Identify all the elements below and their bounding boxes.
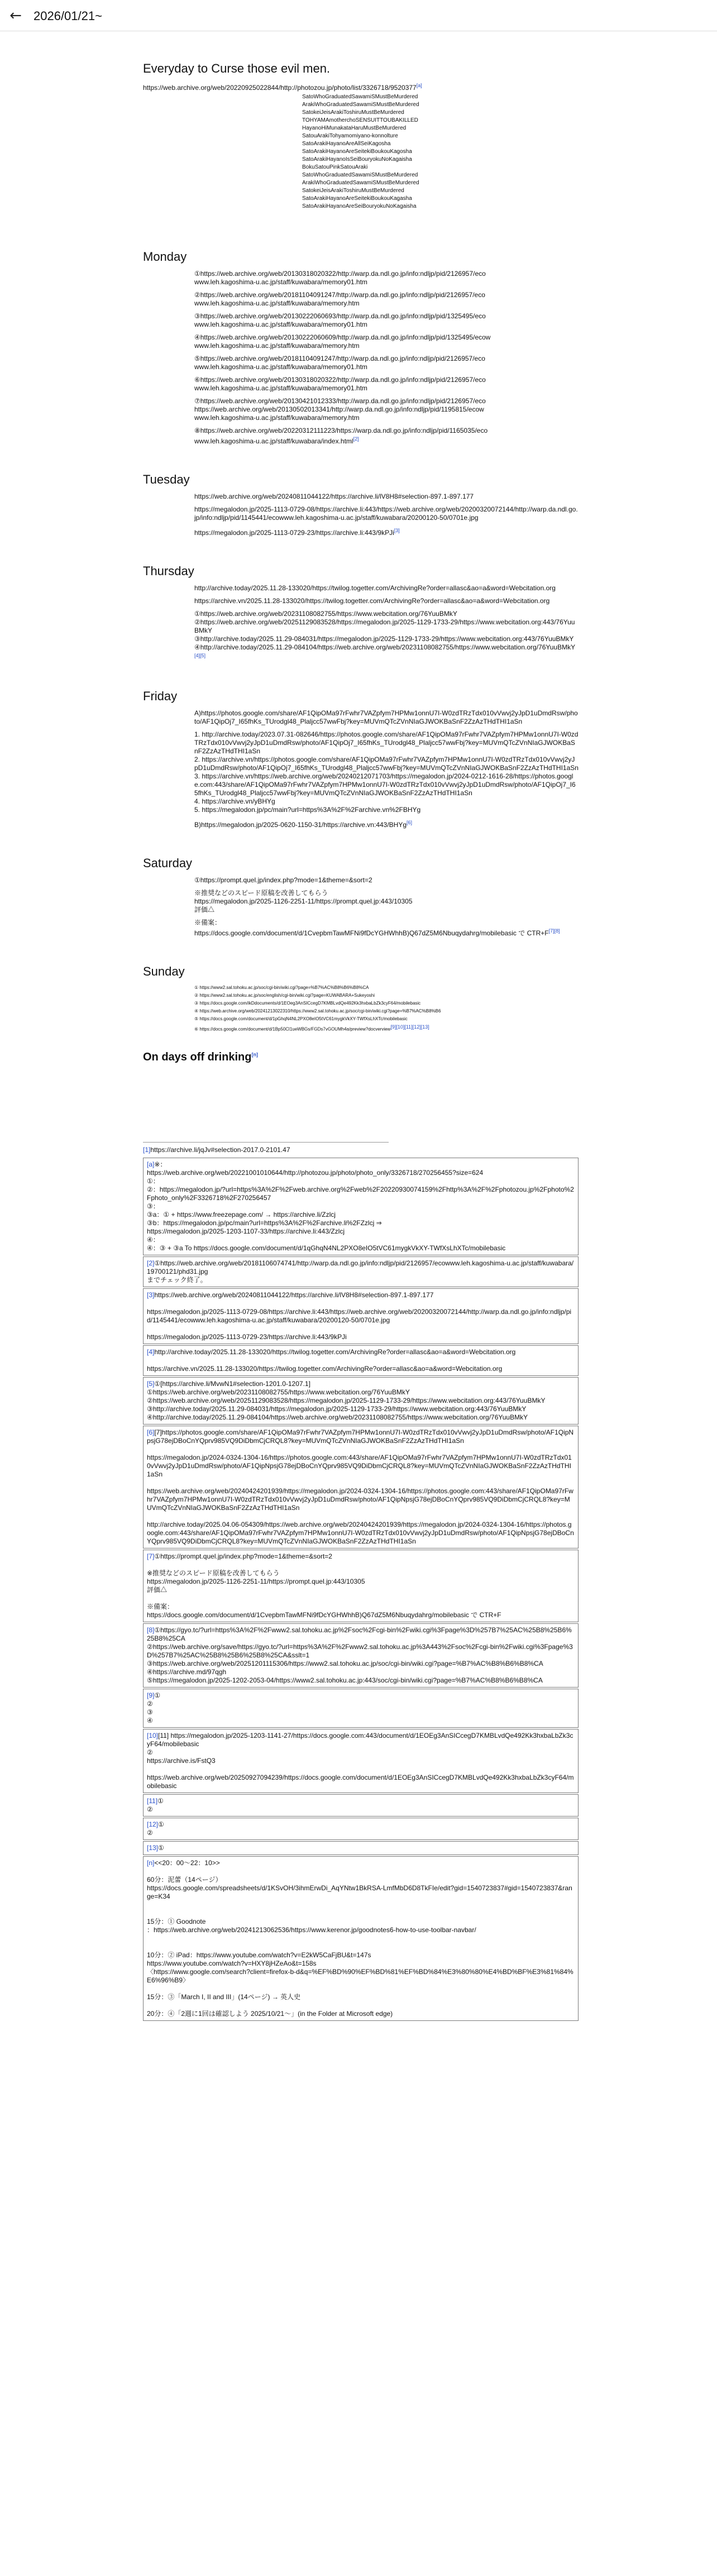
friday-item[interactable]: A)https://photos.google.com/share/AF1QipOMa97rFwhr7VAZpfym7HPMw1onnU7I-W0zdTRzTdx010vVwvj2yJpD1uDmdRsw/photo/AF1QipOj7_I65fhKs_TUrodgl48_Plaljcc57wwFbj?key=MUVmQTcZVnNIaGJWOKBaSnF2ZzAzTHdTHI1aSn: [194, 709, 578, 725]
footnote-text: https://web.archive.org/web/20240811044122/https://archive.li/lV8H8#selection-897.1-897.177 https://megalodon.jp/2025-1113-0729-08/https://archive.li:443/https://web.archive.org/web/20200320072144/http://warp.da.ndl.go.jp/info:ndljp/pid/1145441/ecowww.leh.kagoshima-u.ac.jp/staff/kuwabara/20200120-50/0701e.jpg https://megalodon.jp/2025-1113-0729-23/https://archive.li:443/9kPJi: [147, 1291, 572, 1341]
friday-item[interactable]: B)https://megalodon.jp/2025-0620-1150-31/https://archive.vn:443/BHYg[6]: [194, 820, 413, 829]
footnote-label[interactable]: [4]: [147, 1347, 155, 1356]
footnote-box: [143, 1158, 579, 1255]
curse-name-list: [143, 93, 579, 211]
footnote-label[interactable]: [12]: [147, 1820, 159, 1828]
section-title-monday: Monday: [143, 250, 187, 264]
curse-name-item: SatoArakiHayanoAreAllSeiKagosha: [302, 141, 391, 147]
footnote-text: ※： https://web.archive.org/web/20221001010644/http://photozou.jp/photo/photo_only/3326718/270256455?size=624 ①： ②：https://megalodon.jp/?url=https%3A%2F%2Fweb.archive.org%2Fweb%2F20220930074159%2Fhttp%3A%2F%2Fphotozou.jp%2Fphoto%2Fphoto_only%2F3326718%2F270256457 ③： ③a：① + https://www.freezepage.com/ → https://archive.li/Zzlcj ③b：https://megalodon.jp/pc/main?url=https%3A%2F%2Farchive.li%2FZzlcj ⇒ https://megalodon.jp/2025-1203-1107-33/https://archive.li:443/Zzlcj ④： ④：③ + ③a To https://docs.google.com/document/d/1qGhqN4NL2PXO8eIO5tVC61mygkVkXY-TWfXsLhXTc/mobilebasic: [147, 1160, 574, 1252]
section-title-curse: Everyday to Curse those evil men.: [143, 61, 331, 75]
footnote-text: https://archive.li/jqJv#selection-2017.0-2101.47: [150, 1145, 290, 1154]
footnote-box: [143, 1794, 579, 1817]
footnote-box: [143, 1288, 579, 1344]
footnote-text: ①: [158, 1843, 164, 1852]
monday-footnote-ref[interactable]: [2]: [353, 436, 359, 442]
sunday-item[interactable]: ④ https://web.archive.org/web/20241213022310/https://www2.sal.tohoku.ac.jp/soc/cgi-bin/wiki.cgi?page=%B7%AC%B8%B6: [194, 1009, 441, 1014]
monday-item[interactable]: ③https://web.archive.org/web/20130222060693/http://warp.da.ndl.go.jp/info:ndljp/pid/1325495/eco www.leh.kagoshima-u.ac.jp/staff/kuwabara/memory01.htm: [194, 312, 486, 328]
sunday-item[interactable]: ③ https://docs.google.com/ikDdocuments/d/1EOeg3AnSICcegD7KMBLvdQe492Kk3hxbaLbZk3cyF64/mobilebasic: [194, 1001, 421, 1006]
footnote-label[interactable]: [7]: [147, 1552, 155, 1560]
arrow-left-icon: ←: [9, 7, 22, 24]
footnote-text: [7]https://photos.google.com/share/AF1QipOMa97rFwhr7VAZpfym7HPMw1onnU7I-W0zdTRzTdx010vVwvj2yJpD1uDmdRsw/photo/AF1QipNpsjG78ejDBoCnYQprv985VQ9DiDbmCjCRQL8?key=MUVmQTcZVnNIaGJWOKBaSnF2ZzAzTHdTHI1aSn https://megalodon.jp/2024-0324-1304-16/https://photos.google.com:443/share/AF1QipOMa97rFwhr7VAZpfym7HPMw1onnU7I-W0zdTRzTdx010vVwvj2yJpD1uDmdRsw/photo/AF1QipNpsjG78ejDBoCnYQprv985VQ9DiDbmCjCRQL8?key=MUVmQTcZVnNIaGJWOKBaSnF2ZzAzTHdTHI1aSn https://web.archive.org/web/20240424201939/https://megalodon.jp/2024-0324-1304-16/https://photos.google.com:443/share/AF1QipOMa97rFwhr7VAZpfym7HPMw1onnU7I-W0zdTRzTdx010vVwvj2yJpD1uDmdRsw/photo/AF1QipNpsjG78ejDBoCnYQprv985VQ9DiDbmCjCRQL8?key=MUVmQTcZVnNIaGJWOKBaSnF2ZzAzTHdTHI1aSn http://archive.today/2025.04.06-054309/https://web.archive.org/web/20240424201939/https://megalodon.jp/2024-0324-1304-16/https://photos.google.com:443/share/AF1QipOMa97rFwhr7VAZpfym7HPMw1onnU7I-W0zdTRzTdx010vVwvj2yJpD1uDmdRsw/photo/AF1QipNpsjG78ejDBoCnYQprv985VQ9DiDbmCjCRQL8?key=MUVmQTcZVnNIaGJWOKBaSnF2ZzAzTHdTHI1aSn: [147, 1428, 574, 1545]
footnote-text: ①https://web.archive.org/web/20181106074741/http://warp.da.ndl.go.jp/info:ndljp/pid/2126957/ecowww.leh.kagoshima-u.ac.jp/staff/kuwabara/19700121/phd31.jpg までチェック終了。: [147, 1259, 574, 1284]
section-title-friday: Friday: [143, 689, 178, 703]
saturday-item[interactable]: ※備案： https://docs.google.com/document/d/1CvepbmTawMFNi9fDcYGHWhhB)Q67dZ5M6Nbuqydahrg/mobilebasic で CTR+F[7][8]: [194, 919, 560, 937]
footnote-label[interactable]: [10]: [147, 1731, 159, 1739]
section-title-saturday: Saturday: [143, 856, 193, 870]
footnote-label[interactable]: [1]: [143, 1145, 151, 1154]
section-title-thursday: Thursday: [143, 564, 194, 578]
monday-item[interactable]: ⑧https://web.archive.org/web/20220312111223/https://warp.da.ndl.go.jp/info:ndljp/pid/1165035/eco www.leh.kagoshima-u.ac.jp/staff/kuwabara/index.html[2]: [194, 427, 488, 445]
footnote-text: http://archive.today/2025.11.28-133020/https://twilog.togetter.com/ArchivingRe?order=allasc&ao=a&word=Webcitation.org https://archive.vn/2025.11.28-133020/https://twilog.togetter.com/ArchivingRe?order=allasc&ao=a&word=Webcitation.org: [147, 1347, 516, 1373]
footnote-text: ①https://gyo.tc/?url=https%3A%2F%2Fwww2.sal.tohoku.ac.jp%2Fsoc%2Fcgi-bin%2Fwiki.cgi%3Fpage%3D%257B7%25AC%25B8%25B6%25B8%25CA ②https://web.archive.org/save/https://gyo.tc/?url=https%3A%2F%2Fwww2.sal.tohoku.ac.jp%3A443%2Fsoc%2Fcgi-bin%2Fwiki.cgi%3Fpage%3D%257B7%25AC%25B8%25B6%25B8%25CA&sslt=1 ③https://web.archive.org/web/20251201115306/https://www2.sal.tohoku.ac.jp/soc/cgi-bin/wiki.cgi?page=%B7%AC%B8%B6%B8%CA ④https://archive.md/97qgh ⑤https://megalodon.jp/2025-1202-2053-04/https://www2.sal.tohoku.ac.jp:443/soc/cgi-bin/wiki.cgi?page=%B7%AC%B8%B6%B8%CA: [147, 1626, 573, 1684]
footnote-box: [143, 1146, 579, 1156]
monday-item[interactable]: ⑦https://web.archive.org/web/20130421012333/http://warp.da.ndl.go.jp/info:ndljp/pid/2126957/eco https://web.archive.org/web/20130502013341/http://warp.da.ndl.go.jp/info:ndljp/pid/1195815/ecow www.leh.kagoshima-u.ac.jp/staff/kuwabara/memory.htm: [194, 397, 486, 422]
footnote-box: [143, 1623, 579, 1688]
footnote-text: ① ②: [147, 1820, 164, 1837]
thursday-item[interactable]: http://archive.today/2025.11.28-133020/https://twilog.togetter.com/ArchivingRe?order=allasc&ao=a&word=Webcitation.org: [194, 584, 556, 592]
thursday-item[interactable]: https://archive.vn/2025.11.28-133020/https://twilog.togetter.com/ArchivingRe?order=allasc&ao=a&word=Webcitation.org: [194, 597, 550, 605]
footnote-label[interactable]: [11]: [147, 1796, 158, 1805]
tuesday-list: [143, 493, 579, 537]
footnote-label[interactable]: [9]: [147, 1691, 155, 1699]
footnote-text: ① ② ③ ④: [147, 1691, 161, 1724]
footnote-box: [143, 1689, 579, 1728]
curse-name-item: SatokeiJeisArakiToshiruMustBeMurdered: [302, 109, 404, 116]
footnote-box: [143, 1426, 579, 1549]
section-title-drinking: On days off drinking[n]: [143, 1050, 258, 1063]
curse-name-item: SatouArakiTohyamomiyano-konnolture: [302, 133, 398, 139]
monday-item[interactable]: ④https://web.archive.org/web/20130222060609/http://warp.da.ndl.go.jp/info:ndljp/pid/1325495/ecow www.leh.kagoshima-u.ac.jp/staff/kuwabara/memory.htm: [194, 333, 491, 350]
curse-name-item: ArakiWhoGraduatedSawamiSMustBeMurdered: [302, 102, 419, 108]
document-body: [143, 61, 579, 2022]
curse-name-item: SatoWhoGraduatedSawamiSMustBeMurdered: [302, 172, 418, 178]
sunday-item[interactable]: ① https://www2.sal.tohoku.ac.jp/soc/cgi-bin/wiki.cgi?page=%B7%AC%B8%B6%B8%CA: [194, 985, 369, 990]
section-title-sunday: Sunday: [143, 964, 185, 978]
monday-item[interactable]: ①https://web.archive.org/web/20130318020322/http://warp.da.ndl.go.jp/info:ndljp/pid/2126957/eco www.leh.kagoshima-u.ac.jp/staff/kuwabara/memory01.htm: [194, 270, 486, 286]
footnote-divider: [143, 1142, 389, 1143]
tuesday-footnote-ref[interactable]: [3]: [394, 528, 400, 533]
tuesday-item[interactable]: https://web.archive.org/web/20240811044122/https://archive.li/lV8H8#selection-897.1-897.177: [194, 493, 474, 500]
curse-name-item: SatoArakiHayanoIsSeiBouryokuNoKagaisha: [302, 156, 412, 163]
friday-list: [143, 709, 579, 829]
footnote-box: [143, 1841, 579, 1855]
footnote-label[interactable]: [n]: [147, 1858, 155, 1867]
footnote-list: [143, 1146, 579, 2021]
footnote-box: [143, 1856, 579, 2021]
sunday-item[interactable]: ⑤ https://docs.google.com/document/d/1pGhqN4NL2PXO8eIO5tVC61mygkVkXY-TWfXsLhXTc/mobilebasic: [194, 1016, 408, 1021]
curse-name-item: ArakiWhoGraduatedSawamiSMustBeMurdered: [302, 180, 419, 186]
footnote-label[interactable]: [13]: [147, 1843, 159, 1852]
footnote-box: [143, 1550, 579, 1622]
saturday-item[interactable]: ※推奨などのスピード原稿を改善してもらう https://megalodon.jp/2025-1126-2251-11/https://prompt.quel.jp:443/10305 評価△: [194, 889, 413, 914]
monday-item[interactable]: ⑤https://web.archive.org/web/20181104091247/http://warp.da.ndl.go.jp/info:ndljp/pid/2126957/eco www.leh.kagoshima-u.ac.jp/staff/kuwabara/memory01.htm: [194, 355, 485, 371]
footnote-box: [143, 1818, 579, 1840]
section-title-tuesday: Tuesday: [143, 472, 190, 486]
footnote-label[interactable]: [5]: [147, 1379, 155, 1388]
curse-name-item: TOHYAMAmotherchoSENSUITTOUBAKILLED: [302, 117, 418, 123]
footnote-text: ①https://prompt.quel.jp/index.php?mode=1&theme=&sort=2 ※推奨などのスピード原稿を改善してもらう https://megalodon.jp/2025-1126-2251-11/https://prompt.quel.jp:443/10305 評価△ ※備案： https://docs.google.com/document/d/1CvepbmTawMFNi9fDcYGHWhhB)Q67dZ5M6Nbuqydahrg/mobilebasic で CTR+F: [147, 1552, 501, 1619]
thursday-item[interactable]: ①https://web.archive.org/web/20231108082755/https://www.webcitation.org/76YuuBMkY ②https://web.archive.org/web/20251129083528/https://megalodon.jp/2025-1129-1733-29/https://www.webcitation.org:443/76YuuBMkY ③http://archive.today/2025.11.29-084031/https://megalodon.jp/2025-1129-1733-29/https://www.webcitation.org:443/76YuuBMkY ④http://archive.today/2025.11.29-084104/https://web.archive.org/web/20231108082755/https://www.webcitation.org/76YuuBMkY[4][5]: [194, 610, 576, 658]
footnote-label[interactable]: [8]: [147, 1626, 155, 1634]
back-button[interactable]: [8, 8, 23, 23]
footnote-label[interactable]: [3]: [147, 1291, 155, 1299]
footnote-text: ①[https://archive.li/MvwN1#selection-1201.0-1207.1] ①https://web.archive.org/web/20231108082755/https://www.webcitation.org/76YuuBMkY ②https://web.archive.org/web/20251129083528/https://megalodon.jp/2025-1129-1733-29/https://www.webcitation.org:443/76YuuBMkY ③http://archive.today/2025.11.29-084031/https://megalodon.jp/2025-1129-1733-29/https://www.webcitation.org:443/76YuuBMkY ④http://archive.today/2025.11.29-084104/https://web.archive.org/web/20231108082755/https://www.webcitation.org/76YuuBMkY: [147, 1379, 546, 1421]
footnote-box: [143, 1729, 579, 1793]
saturday-item[interactable]: ①https://prompt.quel.jp/index.php?mode=1&theme=&sort=2: [194, 876, 372, 884]
tuesday-item[interactable]: https://megalodon.jp/2025-1113-0729-23/https://archive.li:443/9kPJi[3]: [194, 528, 400, 537]
sunday-footnote-ref[interactable]: [9][10][11][12][13]: [390, 1024, 429, 1030]
friday-item[interactable]: 1. http://archive.today/2023.07.31-082646/https://photos.google.com/share/AF1QipOMa97rFwhr7VAZpfym7HPMw1onnU7I-W0zdTRzTdx010vVwvj2yJpD1uDmdRsw/photo/AF1QipOj7_I65fhKs_TUrodgl48_Plaljcc57wwFbj?key=MUVmQTcZVnNIaGJWOKBaSnF2ZzAzTHdTHI1aSn 2. https://archive.vn/https://photos.google.com/share/AF1QipOMa97rFwhr7VAZpfym7HPMw1onnU7I-W0zdTRzTdx010vVwvj2yJpD1uDmdRsw/photo/AF1QipOj7_I65fhKs_TUrodgl48_Plaljcc57wwFbj?key=MUVmQTcZVnNIaGJWOKBaSnF2ZzAzTHdTHI1aSn 3. https://archive.vn/https://web.archive.org/web/20240212071703/https://megalodon.jp/2024-0212-1616-28/https://photos.google.com:443/share/AF1QipOMa97rFwhr7VAZpfym7HPMw1onnU7I-W0zdTRzTdx010vVwvj2yJpD1uDmdRsw/photo/AF1QipOj7_I65fhKs_TUrodgl48_Plaljcc57wwFbj?key=MUVmQTcZVnNIaGJWOKBaSnF2ZzAzTHdTHI1aSn 4. https://archive.vn/yBHYg 5. https://megalodon.jp/pc/main?url=https%3A%2F%2Farchive.vn%2FBHYg: [194, 730, 579, 814]
curse-name-item: HayanoHiMunakataHaruMustBeMurdered: [302, 125, 407, 131]
footnote-text: ① ②: [147, 1796, 164, 1813]
saturday-list: [143, 876, 579, 938]
footnote-text: [11] https://megalodon.jp/2025-1203-1141-27/https://docs.google.com:443/document/d/1EOEg3AnSICcegD7KMBLvdQe492Kk3hxbaLbZk3cyF64/mobilebasic ② https://archive.is/FstQ3 https://web.archive.org/web/20250927094239/https://docs.google.com/document/d/1EOEg3AnSICcegD7KMBLvdQe492Kk3hxbaLbZk3cyF64/mobilebasic: [147, 1731, 574, 1790]
friday-footnote-ref[interactable]: [6]: [407, 820, 413, 825]
curse-name-item: SatokeiJeisArakiToshiruMustBeMurdered: [302, 188, 404, 194]
footnote-box: [143, 1345, 579, 1376]
thursday-footnote-ref[interactable]: [4][5]: [194, 653, 206, 658]
monday-item[interactable]: ②https://web.archive.org/web/20181104091247/http://warp.da.ndl.go.jp/info:ndljp/pid/2126957/eco www.leh.kagoshima-u.ac.jp/staff/kuwabara/memory.htm: [194, 291, 485, 307]
curse-name-item: SatoWhoGraduatedSawamiSMustBeMurdered: [302, 94, 418, 100]
monday-item[interactable]: ⑥https://web.archive.org/web/20130318020322/http://warp.da.ndl.go.jp/info:ndljp/pid/2126957/eco www.leh.kagoshima-u.ac.jp/staff/kuwabara/memory01.htm: [194, 376, 486, 392]
sunday-item[interactable]: ② https://www2.sal.tohoku.ac.jp/soc/english/cgi-bin/wiki.cgi?page=KUWABARA+Sukeyoshi: [194, 993, 375, 998]
footnote-label[interactable]: [2]: [147, 1259, 155, 1267]
curse-name-item: BokuSatouPinkSatouAraki: [302, 164, 368, 170]
top-bar: [0, 0, 717, 31]
page-title: 2026/01/21~: [34, 9, 102, 23]
tuesday-item[interactable]: https://megalodon.jp/2025-1113-0729-08/https://archive.li:443/https://web.archive.org/web/20200320072144/http://warp.da.ndl.go.jp/info:ndljp/pid/1145441/ecowww.leh.kagoshima-u.ac.jp/staff/kuwabara/20200120-50/0701e.jpg: [194, 505, 578, 522]
curse-name-item: SatoArakiHayanoAreSeiBouryokuNoKagaisha: [302, 203, 417, 209]
saturday-footnote-ref[interactable]: [7][8]: [548, 928, 560, 934]
monday-list: [143, 270, 579, 446]
curse-name-item: SatoArakiHayanoAreSeitekiBoukouKagosha: [302, 149, 412, 155]
footnote-label[interactable]: [6]: [147, 1428, 155, 1436]
curse-url[interactable]: https://web.archive.org/web/20220925022844/http://photozou.jp/photo/list/3326718/9520377[a]: [143, 83, 422, 92]
footnote-text: <<20：00～22：10>> 60分：泥蕾（14ページ） https://docs.google.com/spreadsheets/d/1KSvOH/3ihmErwDi_AqYNtw1BkRSA-LmfMbD6D8TkFIe/edit?gid=1540723837#gid=1540723837&range=K34 15分：① Goodnote ：https://web.archive.org/web/20241213062536/https://www.kerenor.jp/goodnotes6-how-to-use-toolbar-navbar/ 10分：② iPad：https://www.youtube.com/watch?v=E2kW5CaFjBU&t=147s https://www.youtube.com/watch?v=HXY8jHZeAo&t=158s 〈https://www.google.com/search?client=firefox-b-d&q=%EF%BD%90%EF%BD%81%EF%BD%84%E3%80%80%E4%BD%BF%E3%81%84%E6%96%B9〉 15分：③「March I, II and III」(14ページ) → 英人史 20分：④「2週に1回は確認しよう 2025/10/21〜」(in the Folder at Microsoft edge): [147, 1858, 573, 2018]
footnote-box: [143, 1377, 579, 1425]
footnote-label[interactable]: [a]: [147, 1160, 155, 1168]
sunday-list: [143, 984, 579, 1033]
thursday-list: [143, 584, 579, 662]
footnote-box: [143, 1256, 579, 1287]
curse-name-item: SatoArakiHayanoAreSeitekiBoukouKagasha: [302, 195, 412, 202]
sunday-item[interactable]: ⑥ https://docs.google.com/document/d/1Bp50Cl1ueWBGs/FGDs7vGOUMh4a/preview?docverview[9][10][11][12][13]: [194, 1024, 429, 1032]
